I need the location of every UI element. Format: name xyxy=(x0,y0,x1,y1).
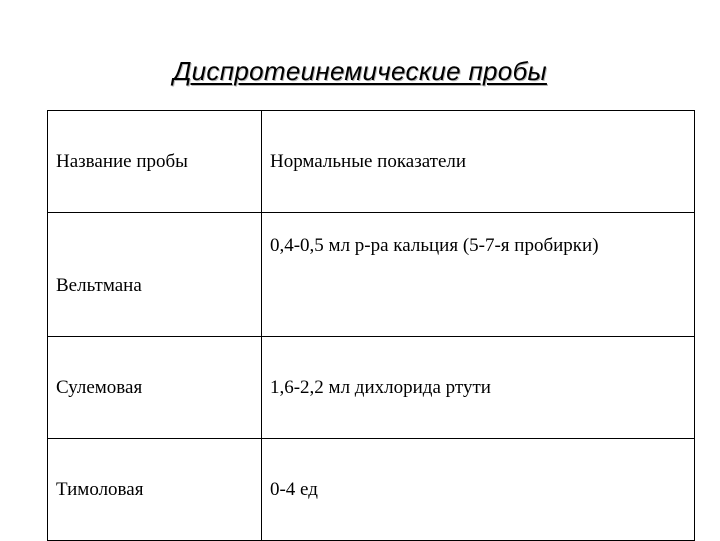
header-test-name: Название пробы xyxy=(48,111,262,213)
table-row xyxy=(48,213,695,337)
test-name-cell: Сулемовая xyxy=(48,337,262,439)
normal-value-cell: 1,6-2,2 мл дихлорида ртути xyxy=(261,337,694,439)
tests-table xyxy=(47,110,695,541)
normal-value-cell: 0-4 ед xyxy=(261,439,694,541)
table-row xyxy=(48,337,695,439)
slide-title: Диспротеинемические пробы xyxy=(173,56,547,86)
test-name-cell: Тимоловая xyxy=(48,439,262,541)
table-row xyxy=(48,439,695,541)
table-header-row xyxy=(48,111,695,213)
normal-value-cell xyxy=(261,213,694,337)
normal-value-text: 0,4-0,5 мл р-ра кальция (5-7-я пробирки) xyxy=(269,235,599,256)
test-name-cell: Вельтмана xyxy=(48,213,262,337)
header-normal-values: Нормальные показатели xyxy=(261,111,694,213)
